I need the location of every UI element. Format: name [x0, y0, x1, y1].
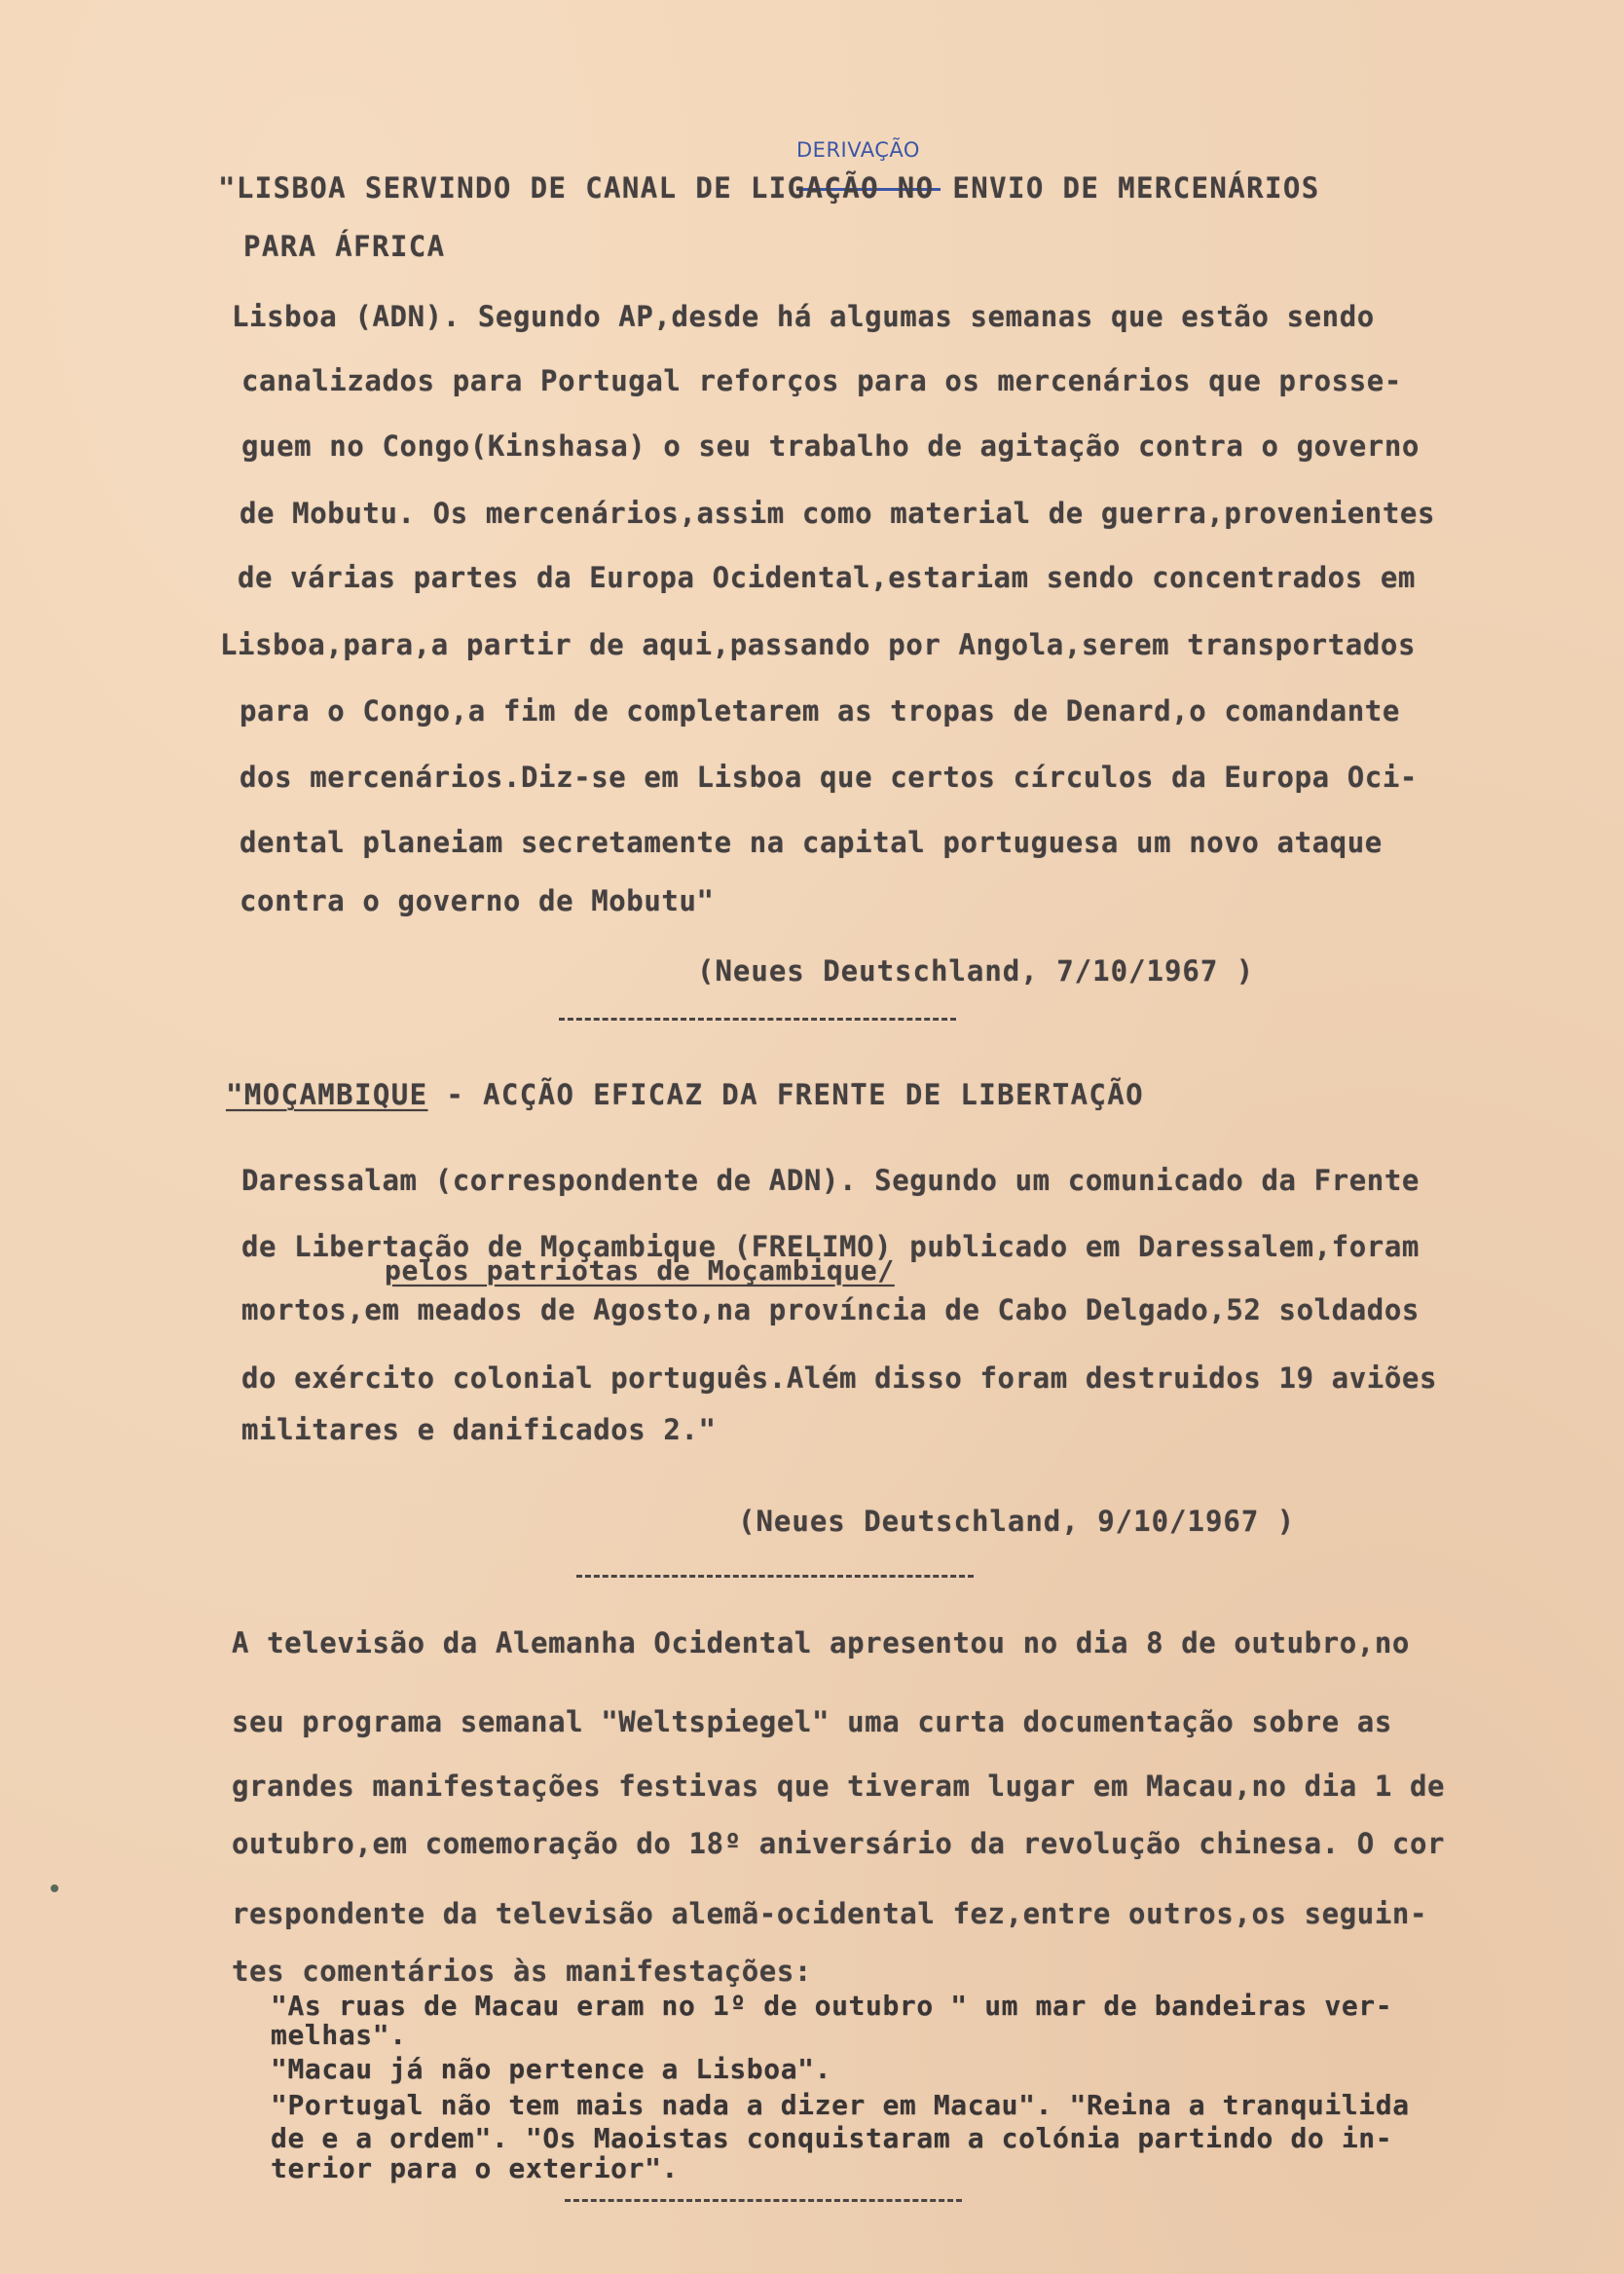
- article1-title-line2: PARA ÁFRICA: [243, 230, 446, 263]
- article2-body-line4: do exército colonial português.Além disso foram destruidos 19 aviões: [241, 1361, 1438, 1395]
- article1-source: (Neues Deutschland, 7/10/1967 ): [697, 954, 1255, 988]
- article1-body-line6: Lisboa,para,a partir de aqui,passando por Angola,serem transportados: [220, 628, 1417, 661]
- handwritten-correction: DERIVAÇÃO: [796, 138, 920, 162]
- article1-title-line1: "LISBOA SERVINDO DE CANAL DE LIGAÇÃO NO ENVIO DE MERCENÁRIOS: [218, 171, 1320, 205]
- article2-source: (Neues Deutschland, 9/10/1967 ): [738, 1505, 1296, 1538]
- article3-quote-line2: melhas".: [271, 2019, 407, 2051]
- article1-body-line5: de várias partes da Europa Ocidental,estariam sendo concentrados em: [238, 561, 1416, 594]
- article3-quote-line3: "Macau já não pertence a Lisboa".: [271, 2053, 832, 2085]
- article2-body-line2: de Libertação de Moçambique (FRELIMO) publicado em Daressalem,foram: [241, 1230, 1420, 1263]
- article3-quote-line1: "As ruas de Macau eram no 1º de outubro " um mar de bandeiras ver-: [271, 1990, 1393, 2022]
- article1-body-line3: guem no Congo(Kinshasa) o seu trabalho de agitação contra o governo: [241, 429, 1420, 463]
- article3-quote-line6: terior para o exterior".: [271, 2152, 679, 2184]
- article1-body-line8: dos mercenários.Diz-se em Lisboa que certos círculos da Europa Oci-: [240, 761, 1418, 794]
- article3-body-line6: tes comentários às manifestações:: [232, 1955, 812, 1988]
- ink-spot: [51, 1884, 58, 1892]
- article3-body-line4: outubro,em comemoração do 18º aniversário da revolução chinesa. O cor: [232, 1827, 1446, 1860]
- article1-body-line1: Lisboa (ADN). Segundo AP,desde há algumas semanas que estão sendo: [232, 300, 1375, 333]
- article1-body-line7: para o Congo,a fim de completarem as tropas de Denard,o comandante: [240, 694, 1400, 727]
- article2-title: [226, 1078, 1144, 1111]
- article2-body-line1: Daressalam (correspondente de ADN). Segundo um comunicado da Frente: [241, 1164, 1420, 1197]
- article3-body-line2: seu programa semanal "Weltspiegel" uma curta documentação sobre as: [232, 1705, 1392, 1738]
- separator-rule: [565, 2199, 962, 2202]
- article1-body-line10: contra o governo de Mobutu": [240, 884, 715, 917]
- article2-body-line3: mortos,em meados de Agosto,na província de Cabo Delgado,52 soldados: [241, 1293, 1420, 1326]
- article2-title-rest: - ACÇÃO EFICAZ DA FRENTE DE LIBERTAÇÃO: [446, 1078, 1145, 1111]
- article3-body-line3: grandes manifestações festivas que tiveram lugar em Macau,no dia 1 de: [232, 1770, 1446, 1803]
- article1-body-line2: canalizados para Portugal reforços para os mercenários que prosse-: [241, 364, 1402, 397]
- article2-body-line5: militares e danificados 2.": [241, 1413, 717, 1446]
- article3-quote-line5: de e a ordem". "Os Maoistas conquistaram a colónia partindo do in-: [271, 2122, 1393, 2154]
- article3-body-line5: respondente da televisão alemã-ocidental fez,entre outros,os seguin-: [232, 1897, 1428, 1930]
- article2-title-place: "MOÇAMBIQUE: [226, 1078, 428, 1111]
- article3-quote-line4: "Portugal não tem mais nada a dizer em Macau". "Reina a tranquilida: [271, 2089, 1410, 2121]
- separator-rule: [559, 1018, 956, 1021]
- article3-body-line1: A televisão da Alemanha Ocidental apresentou no dia 8 de outubro,no: [232, 1626, 1410, 1659]
- separator-rule: [576, 1575, 974, 1578]
- article1-body-line9: dental planeiam secretamente na capital portuguesa um novo ataque: [240, 826, 1383, 859]
- handwritten-style-insertion: pelos patriotas de Moçambique/: [385, 1254, 895, 1286]
- article1-body-line4: de Mobutu. Os mercenários,assim como material de guerra,provenientes: [240, 497, 1436, 530]
